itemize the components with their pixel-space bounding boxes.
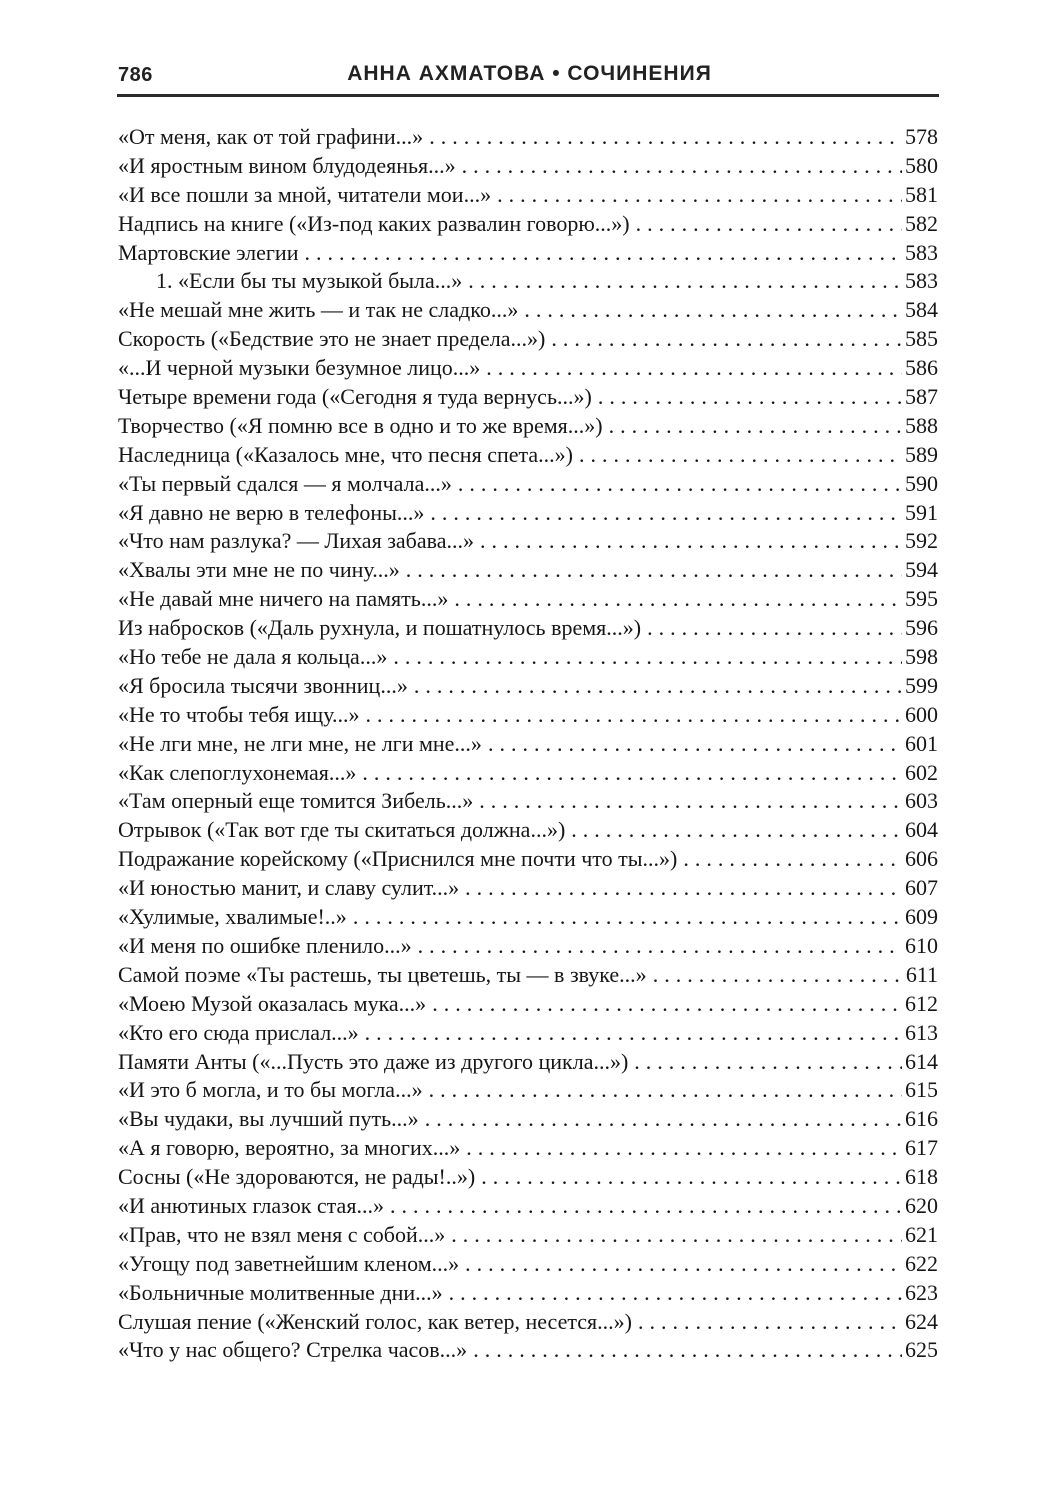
toc-entry-title: Творчество («Я помню все в одно и то же время...») — [118, 412, 603, 438]
toc-entry-page: 583 — [905, 268, 938, 294]
toc-entry-title: «Там оперный еще томится Зибель...» — [118, 788, 474, 814]
dot-leader — [579, 442, 902, 468]
toc-entry-title: Четыре времени года («Сегодня я туда вернусь...») — [118, 384, 592, 410]
dot-leader — [304, 240, 902, 266]
toc-entry-page: 617 — [905, 1135, 938, 1161]
toc-entry-title: Самой поэме «Ты растешь, ты цветешь, ты — в звуке...» — [118, 961, 647, 987]
toc-entry-page: 624 — [905, 1308, 938, 1334]
toc-entry-title: «Моею Музой оказалась мука...» — [118, 990, 427, 1016]
dot-leader — [353, 904, 902, 930]
toc-entry — [118, 1077, 938, 1106]
dot-leader — [497, 182, 902, 208]
toc-entry — [118, 413, 938, 442]
toc-entry — [118, 528, 938, 557]
toc-entry-page: 594 — [905, 557, 938, 583]
toc-entry — [118, 442, 938, 471]
dot-leader — [653, 962, 903, 988]
toc-entry-title: «Но тебе не дала я кольца...» — [118, 644, 388, 670]
dot-leader — [429, 1077, 902, 1103]
toc-entry-page: 591 — [905, 499, 938, 525]
toc-entry — [118, 1049, 938, 1078]
toc-entry-title: Слушая пение («Женский голос, как ветер, несется...») — [118, 1308, 632, 1334]
toc-entry — [118, 1280, 938, 1309]
toc-entry — [118, 153, 938, 182]
page-number: 786 — [118, 64, 153, 86]
toc-entry-title: «Прав, что не взял меня с собой...» — [118, 1221, 446, 1247]
table-of-contents — [118, 124, 938, 1366]
toc-entry-title: «Угощу под заветнейшим кленом...» — [118, 1250, 460, 1276]
dot-leader — [479, 788, 902, 814]
toc-entry — [118, 326, 938, 355]
toc-entry — [118, 644, 938, 673]
dot-leader — [465, 1251, 902, 1277]
dot-leader — [429, 124, 902, 150]
toc-entry-title: «Не лги мне, не лги мне, не лги мне...» — [118, 730, 482, 756]
toc-entry-page: 607 — [905, 875, 938, 901]
toc-entry — [118, 1106, 938, 1135]
dot-leader — [414, 673, 902, 699]
toc-entry-page: 598 — [905, 644, 938, 670]
toc-entry-title: «Больничные молитвенные дни...» — [118, 1279, 443, 1305]
toc-entry — [118, 615, 938, 644]
toc-entry — [118, 731, 938, 760]
toc-entry-page: 585 — [905, 326, 938, 352]
toc-entry-page: 609 — [905, 904, 938, 930]
toc-entry-page: 611 — [905, 961, 938, 987]
toc-entry-page: 614 — [905, 1048, 938, 1074]
toc-entry — [118, 702, 938, 731]
toc-entry-page: 596 — [905, 615, 938, 641]
toc-entry-title: «Не то чтобы тебя ищу...» — [118, 701, 360, 727]
dot-leader — [451, 1222, 902, 1248]
toc-entry-title: «От меня, как от той графини...» — [118, 124, 424, 149]
toc-entry-page: 616 — [905, 1106, 938, 1132]
toc-entry-page: 601 — [905, 730, 938, 756]
running-header: АННА АХМАТОВА • СОЧИНЕНИЯ — [347, 62, 712, 85]
toc-entry-title: Надпись на книге («Из-под каких развалин говорю...») — [118, 210, 630, 236]
dot-leader — [418, 933, 902, 959]
toc-entry — [118, 760, 938, 789]
toc-entry — [118, 471, 938, 500]
dot-leader — [488, 731, 902, 757]
dot-leader — [458, 471, 902, 497]
toc-entry — [118, 1135, 938, 1164]
toc-entry-page: 589 — [905, 441, 938, 467]
toc-entry-title: Отрывок («Так вот где ты скитаться должна...») — [118, 817, 566, 843]
dot-leader — [636, 211, 902, 237]
toc-entry-page: 606 — [905, 846, 938, 872]
toc-entry — [118, 297, 938, 326]
toc-entry-title: «Что у нас общего? Стрелка часов...» — [118, 1337, 468, 1363]
dot-leader — [366, 702, 903, 728]
toc-entry-title: «Не давай мне ничего на память...» — [118, 586, 449, 612]
dot-leader — [365, 1020, 902, 1046]
toc-entry-page: 595 — [905, 586, 938, 612]
toc-entry-title: «Что нам разлука? — Лихая забава...» — [118, 528, 474, 554]
dot-leader — [481, 1164, 902, 1190]
toc-entry-page: 600 — [905, 701, 938, 727]
toc-entry-title: Скорость («Бедствие это не знает предела...») — [118, 326, 546, 352]
toc-entry-title: «А я говорю, вероятно, за многих...» — [118, 1135, 461, 1161]
dot-leader — [647, 615, 902, 641]
toc-entry — [118, 1020, 938, 1049]
dot-leader — [634, 1049, 902, 1075]
toc-entry — [118, 991, 938, 1020]
toc-entry — [118, 1222, 938, 1251]
toc-entry — [118, 124, 938, 153]
toc-entry-title: «Хулимые, хвалимые!..» — [118, 904, 347, 930]
toc-entry-page: 599 — [905, 672, 938, 698]
toc-entry-title: «И юностью манит, и славу сулит...» — [118, 875, 460, 901]
toc-entry-page: 587 — [905, 384, 938, 410]
toc-entry-page: 580 — [905, 152, 938, 178]
header-rule — [117, 94, 939, 97]
toc-entry — [118, 904, 938, 933]
toc-entry-title: Сосны («Не здороваются, не рады!..») — [118, 1164, 476, 1190]
toc-entry-page: 612 — [905, 990, 938, 1016]
toc-entry — [118, 500, 938, 529]
toc-entry-page: 583 — [905, 239, 938, 265]
toc-entry-page: 622 — [905, 1250, 938, 1276]
toc-entry — [118, 268, 938, 297]
toc-entry-page: 603 — [905, 788, 938, 814]
toc-entry — [118, 1309, 938, 1338]
toc-entry — [118, 557, 938, 586]
toc-entry-title: Из набросков («Даль рухнула, и пошатнулось время...») — [118, 615, 642, 641]
toc-entry-page: 623 — [905, 1279, 938, 1305]
toc-entry — [118, 384, 938, 413]
toc-entry-page: 586 — [905, 355, 938, 381]
toc-entry-page: 610 — [905, 932, 938, 958]
dot-leader — [390, 1193, 902, 1219]
toc-entry — [118, 1251, 938, 1280]
toc-entry-title: «...И черной музыки безумное лицо...» — [118, 355, 481, 381]
toc-entry-title: «Ты первый сдался — я молчала...» — [118, 470, 452, 496]
toc-entry-page: 613 — [905, 1019, 938, 1045]
toc-entry — [118, 586, 938, 615]
toc-entry-title: «Как слепоглухонемая...» — [118, 759, 357, 785]
toc-entry — [118, 1164, 938, 1193]
toc-entry — [118, 817, 938, 846]
toc-entry — [118, 933, 938, 962]
toc-entry-title: Подражание корейскому («Приснился мне почти что ты...») — [118, 846, 678, 872]
toc-entry-page: 615 — [905, 1077, 938, 1103]
toc-entry — [118, 1193, 938, 1222]
toc-entry-page: 602 — [905, 759, 938, 785]
dot-leader — [362, 760, 902, 786]
toc-entry-page: 618 — [905, 1164, 938, 1190]
toc-entry — [118, 182, 938, 211]
dot-leader — [468, 268, 902, 294]
dot-leader — [524, 297, 902, 323]
dot-leader — [480, 528, 902, 554]
toc-entry-title: Наследница («Казалось мне, что песня спета...») — [118, 441, 573, 467]
dot-leader — [551, 326, 902, 352]
dot-leader — [466, 1135, 902, 1161]
toc-entry-page: 578 — [905, 124, 938, 149]
dot-leader — [638, 1309, 902, 1335]
toc-entry-title: «Кто его сюда прислал...» — [118, 1019, 359, 1045]
dot-leader — [454, 586, 902, 612]
toc-entry-page: 625 — [905, 1337, 938, 1363]
dot-leader — [683, 846, 902, 872]
toc-entry — [118, 875, 938, 904]
toc-entry-page: 590 — [905, 470, 938, 496]
toc-entry-title: «Хвалы эти мне не по чину...» — [118, 557, 400, 583]
toc-entry-title: «И все пошли за мной, читатели мои...» — [118, 181, 492, 207]
toc-entry — [118, 846, 938, 875]
toc-entry-page: 621 — [905, 1221, 938, 1247]
toc-entry-title: «И яростным вином блудодеянья...» — [118, 152, 456, 178]
toc-entry-title: Мартовские элегии — [118, 239, 299, 265]
toc-entry — [118, 355, 938, 384]
dot-leader — [425, 1106, 902, 1132]
toc-entry-page: 604 — [905, 817, 938, 843]
dot-leader — [473, 1337, 902, 1363]
toc-entry-title: «И анютиных глазок стая...» — [118, 1192, 384, 1218]
dot-leader — [393, 644, 902, 670]
toc-entry-page: 582 — [905, 210, 938, 236]
toc-entry-title: «Вы чудаки, вы лучший путь...» — [118, 1106, 419, 1132]
toc-entry — [118, 962, 938, 991]
dot-leader — [406, 557, 902, 583]
toc-entry-page: 581 — [905, 181, 938, 207]
toc-entry-title: «И это б могла, и то бы могла...» — [118, 1077, 423, 1103]
toc-entry — [118, 240, 938, 269]
toc-entry — [118, 673, 938, 702]
dot-leader — [430, 500, 902, 526]
toc-entry-title: «Я бросила тысячи звонниц...» — [118, 672, 408, 698]
dot-leader — [449, 1280, 902, 1306]
toc-entry-title: 1. «Если бы ты музыкой была...» — [156, 268, 463, 294]
toc-entry-title: «Я давно не верю в телефоны...» — [118, 499, 425, 525]
toc-entry-page: 620 — [905, 1192, 938, 1218]
dot-leader — [571, 817, 902, 843]
toc-entry — [118, 1337, 938, 1366]
dot-leader — [462, 153, 902, 179]
toc-entry — [118, 788, 938, 817]
toc-entry — [118, 211, 938, 240]
dot-leader — [432, 991, 902, 1017]
toc-entry-page: 592 — [905, 528, 938, 554]
toc-entry-title: «Не мешай мне жить — и так не сладко...» — [118, 297, 519, 323]
dot-leader — [609, 413, 902, 439]
toc-entry-title: «И меня по ошибке пленило...» — [118, 932, 412, 958]
toc-entry-page: 584 — [905, 297, 938, 323]
toc-entry-page: 588 — [905, 412, 938, 438]
dot-leader — [486, 355, 902, 381]
toc-entry-title: Памяти Анты («...Пусть это даже из другого цикла...») — [118, 1048, 629, 1074]
dot-leader — [465, 875, 902, 901]
dot-leader — [598, 384, 902, 410]
